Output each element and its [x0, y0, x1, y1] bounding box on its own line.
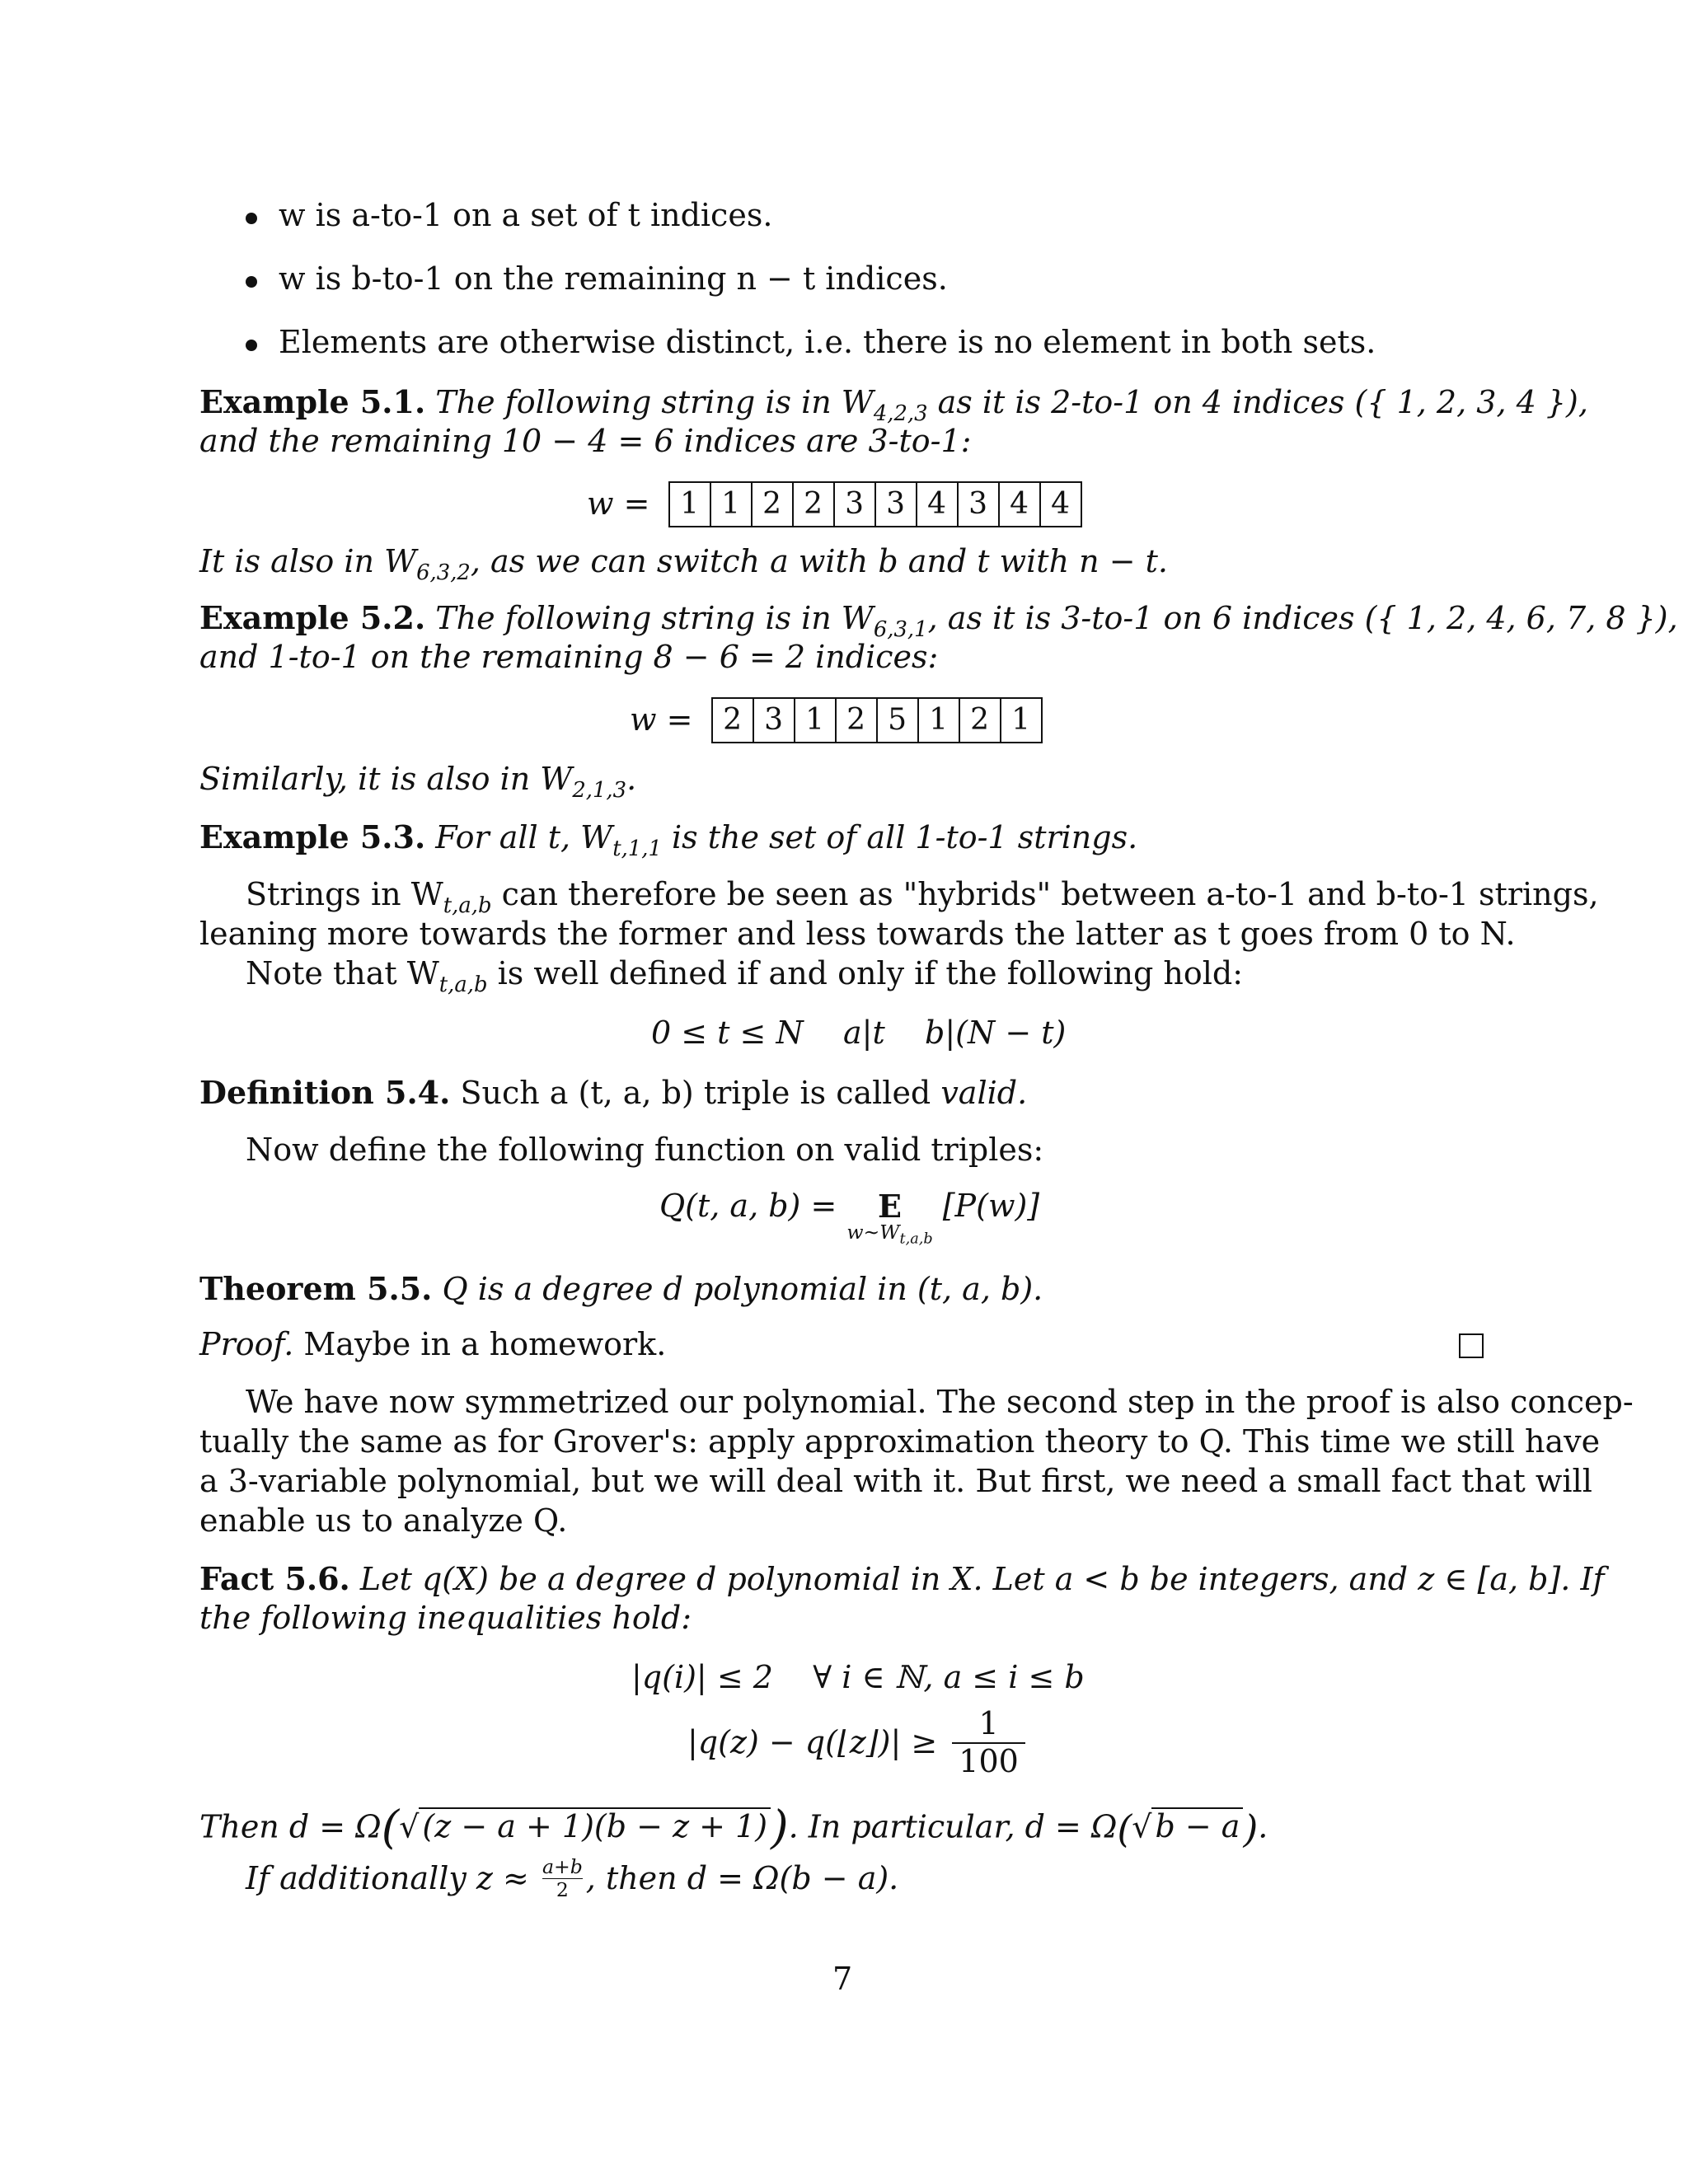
- string-cell: 1: [1001, 698, 1042, 743]
- bullet-icon: [246, 276, 257, 288]
- para3-line4: enable us to analyze Q.: [199, 1502, 568, 1539]
- expectation-operator: E $w\sim W_{t,a,b}$: [846, 1188, 933, 1247]
- bullet-item-1: w is a-to-1 on a set of t indices.: [279, 197, 773, 233]
- page-number: 7: [832, 1961, 853, 1997]
- theorem-label: Theorem 5.5.: [199, 1270, 433, 1307]
- then-line: Then d = Ω(√ (z − a + 1)(b − z + 1)). In particular, d = Ω(√ b − a).: [199, 1801, 1268, 1854]
- inequality-1: |q(i)| ≤ 2 ∀ i ∈ ℕ, a ≤ i ≤ b: [631, 1659, 1085, 1695]
- string-cell: 1: [710, 482, 752, 527]
- string-cells: [668, 481, 1082, 527]
- q-equation: Q(t, a, b) = E $w\sim W_{t,a,b}$ [P(w)]: [659, 1188, 1040, 1247]
- fraction: $\frac{a+b}{2}$: [542, 1855, 583, 1902]
- fact-label: Fact 5.6.: [199, 1560, 350, 1597]
- example-label: Example 5.3.: [199, 818, 426, 855]
- sqrt-icon: √: [1132, 1808, 1152, 1845]
- string-cells: [711, 697, 1043, 743]
- para1-line3: Note that $W_{t,a,b}$ is well defined if and only if the following hold:: [246, 955, 1244, 998]
- string-cell: 2: [793, 482, 834, 527]
- theorem-5-5: Theorem 5.5. Q is a degree d polynomial in (t, a, b).: [199, 1270, 1043, 1307]
- string-cell: 2: [712, 698, 753, 743]
- string-cell: 4: [917, 482, 958, 527]
- example-label: Example 5.1.: [199, 383, 426, 420]
- string-w-5-1: w = 1 1 2 2 3 3 4 3 4 4: [587, 481, 1082, 527]
- example-5-2-after: Similarly, it is also in $W_{2,1,3}$.: [199, 761, 637, 804]
- string-cell: 4: [999, 482, 1040, 527]
- para2: Now define the following function on valid triples:: [246, 1132, 1044, 1168]
- string-cell: 1: [795, 698, 836, 743]
- example-5-1-line1: Example 5.1. The following string is in $W_{4,2,3}$ as it is 2-to-1 on 4 indices ({ 1, 2, 3, 4 }),: [199, 383, 1588, 427]
- para1-line1: Strings in $W_{t,a,b}$ can therefore be seen as "hybrids" between a-to-1 and b-to-1 strings,: [246, 876, 1599, 919]
- string-w-5-2: w = 2 3 1 2 5 1 2 1: [630, 697, 1043, 743]
- string-cell: 2: [752, 482, 793, 527]
- string-cell: 3: [753, 698, 795, 743]
- qed-box-icon: [1459, 1333, 1484, 1358]
- fact-5-6-line2: the following inequalities hold:: [199, 1600, 692, 1636]
- para1-line2: leaning more towards the former and less towards the latter as t goes from 0 to N.: [199, 916, 1516, 952]
- string-cell: 2: [959, 698, 1001, 743]
- proof-label: Proof.: [199, 1326, 294, 1362]
- definition-label: Definition 5.4.: [199, 1074, 451, 1111]
- example-label: Example 5.2.: [199, 599, 426, 636]
- string-cell: 1: [669, 482, 710, 527]
- string-cell: 5: [877, 698, 918, 743]
- example-5-3: Example 5.3. For all t, $W_{t,1,1}$ is the set of all 1-to-1 strings.: [199, 818, 1138, 862]
- additional-line: If additionally z ≈ $\frac{a+b}{2}$ , then d = Ω(b − a).: [246, 1855, 899, 1902]
- validity-conditions: 0 ≤ t ≤ N a|t b|(N − t): [651, 1015, 1067, 1051]
- para3-line2: tually the same as for Grover's: apply approximation theory to Q. This time we still have: [199, 1423, 1601, 1460]
- bullet-icon: [246, 213, 257, 224]
- bullet-icon: [246, 340, 257, 351]
- bullet-item-2: w is b-to-1 on the remaining n − t indices.: [279, 260, 948, 297]
- string-cell: 3: [958, 482, 999, 527]
- string-cell: 4: [1040, 482, 1081, 527]
- string-cell: 2: [836, 698, 877, 743]
- fraction: $\frac{1}{100}$: [952, 1706, 1025, 1779]
- string-cell: 1: [918, 698, 959, 743]
- example-5-1-line2: and the remaining 10 − 4 = 6 indices are 3-to-1:: [199, 423, 972, 459]
- bullet-item-3: Elements are otherwise distinct, i.e. there is no element in both sets.: [279, 324, 1376, 360]
- para3-line1: We have now symmetrized our polynomial. The second step in the proof is also concep-: [246, 1384, 1634, 1420]
- proof: Proof. Maybe in a homework.: [199, 1326, 667, 1362]
- string-cell: 3: [875, 482, 917, 527]
- fact-5-6-line1: Fact 5.6. Let q(X) be a degree d polynomial in X. Let a < b be integers, and z ∈ [a, b]. If: [199, 1560, 1605, 1597]
- definition-5-4: Definition 5.4. Such a (t, a, b) triple is called valid.: [199, 1074, 1028, 1111]
- string-cell: 3: [834, 482, 875, 527]
- inequality-2: |q(z) − q(⌊z⌋)| ≥ $\frac{1}{100}$: [687, 1706, 1030, 1779]
- para3-line3: a 3-variable polynomial, but we will deal with it. But first, we need a small fact that will: [199, 1463, 1592, 1499]
- example-5-2-line2: and 1-to-1 on the remaining 8 − 6 = 2 indices:: [199, 639, 939, 675]
- sqrt-icon: √: [399, 1808, 420, 1845]
- example-5-1-after: It is also in $W_{6,3,2}$, as we can switch a with b and t with n − t.: [199, 543, 1168, 586]
- example-5-2-line1: Example 5.2. The following string is in $W_{6,3,1}$, as it is 3-to-1 on 6 indices ({ 1, 2, 4, 6, 7, 8 }),: [199, 599, 1678, 643]
